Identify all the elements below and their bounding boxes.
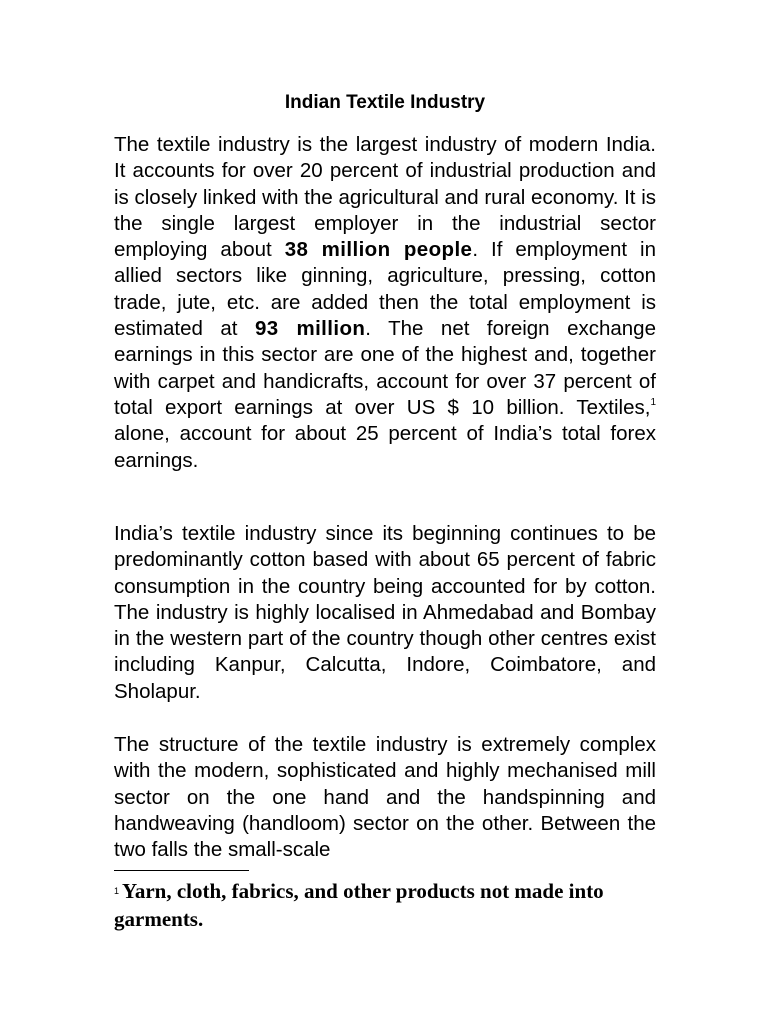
- paragraph-2: [114, 521, 656, 705]
- paragraph-text: The structure of the textile industry is extremely complex with the modern, sophisticated and highly mechanised mill sector on the one hand and the handspinning and handweaving (handloom) sector on the other. Between the two falls the small-scale: [114, 733, 656, 862]
- paragraph-text: . If employment in allied sectors like ginning, agriculture, pressing, cotton trade, jute, etc. are added then the total employment is estimated at: [114, 238, 656, 341]
- paragraph-text: India’s textile industry since its beginning continues to be predominantly cotton based with about 65 percent of fabric consumption in the country being accounted for by cotton. The industry is highly localised in Ahmedabad and Bombay in the western part of the country though other centres exist including Kanpur, Calcutta, Indore, Coimbatore, and Sholapur.: [114, 522, 656, 703]
- footnote-text: Yarn, cloth, fabrics, and other products not made into garments.: [114, 879, 604, 931]
- page-title: Indian Textile Industry: [284, 92, 486, 113]
- footnote-marker: 1: [114, 886, 120, 896]
- footnote-separator: [114, 870, 249, 871]
- paragraph-text: . The net foreign exchange earnings in this sector are one of the highest and, together with carpet and handicrafts, account for over 37 percent of total export earnings at over US $ 10 billion. Textiles,: [114, 317, 656, 419]
- bold-figure: 38 million people: [284, 238, 473, 262]
- paragraph-3: [114, 732, 656, 863]
- paragraph-1: [114, 132, 656, 474]
- paragraph-text: The textile industry is the largest industry of modern India. It accounts for over 20 percent of industrial production and is closely linked with the agricultural and rural economy. It is the single largest employer in the industrial sector employing about: [114, 133, 656, 262]
- footnote: [114, 877, 674, 933]
- footnote-reference: 1: [650, 396, 656, 408]
- paragraph-text: alone, account for about 25 percent of India’s total forex earnings.: [114, 422, 656, 472]
- bold-figure: 93 million: [254, 317, 366, 341]
